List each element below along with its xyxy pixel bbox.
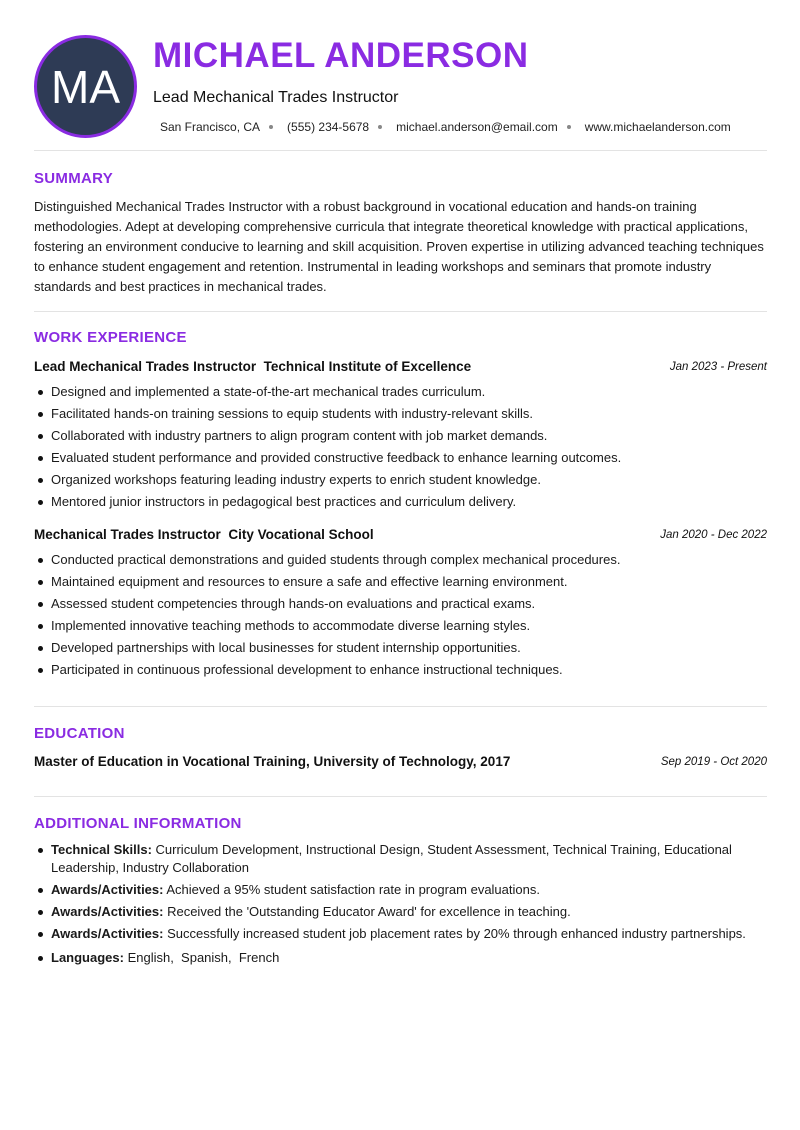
info-text: Curriculum Development, Instructional Design, Student Assessment, Technical Training, Educational Leadership, Industry Collaboration: [51, 842, 732, 875]
list-item: [34, 925, 767, 943]
list-item: Facilitated hands-on training sessions to equip students with industry-relevant skills.: [34, 403, 767, 425]
list-item: [34, 949, 767, 967]
summary-text: Distinguished Mechanical Trades Instructor with a robust background in vocational education and hands-on training methodologies. Adept at developing comprehensive curricula that integrate theoretical knowledge with practical applications, fostering an environment conducive to learning and skill acquisition. Proven expertise in utilizing advanced teaching techniques to enhance student engagement and retention. Instrumental in leading workshops and seminars that promote industry standards and best practices in mechanical trades.: [34, 199, 764, 294]
contact-phone[interactable]: (555) 234-5678: [287, 120, 370, 134]
candidate-name: MICHAEL ANDERSON: [153, 36, 529, 75]
list-item: Participated in continuous professional development to enhance instructional techniques.: [34, 659, 767, 681]
info-label: Awards/Activities:: [51, 904, 164, 919]
list-item: [34, 881, 767, 899]
education-dates: Sep 2019 - Oct 2020: [660, 756, 767, 768]
avatar: [34, 35, 137, 138]
job-company: City Vocational School: [228, 527, 374, 542]
info-text: Achieved a 95% student satisfaction rate in program evaluations.: [163, 882, 540, 897]
contact-location: San Francisco, CA: [160, 120, 261, 134]
list-item: Maintained equipment and resources to ensure a safe and effective learning environment.: [34, 571, 767, 593]
list-item: Assessed student competencies through hands-on evaluations and practical exams.: [34, 593, 767, 615]
info-text: English, Spanish, French: [123, 950, 280, 965]
divider: [34, 150, 767, 151]
job-header: [34, 527, 767, 545]
info-text: Received the 'Outstanding Educator Award' for excellence in teaching.: [163, 904, 571, 919]
contact-email[interactable]: michael.anderson@email.com: [396, 120, 558, 134]
job-company: Technical Institute of Excellence: [263, 359, 472, 374]
job-role-company: [34, 359, 471, 374]
education-degree: Master of Education in Vocational Training, University of Technology, 2017: [34, 754, 511, 769]
separator-dot-icon: [269, 125, 273, 129]
contact-website[interactable]: www.michaelanderson.com: [584, 120, 731, 134]
separator-dot-icon: [567, 125, 571, 129]
job-dates: Jan 2020 - Dec 2022: [660, 529, 767, 541]
job-bullet-list: [34, 549, 767, 681]
list-item: Evaluated student performance and provided constructive feedback to enhance learning outcomes.: [34, 447, 767, 469]
info-label: Awards/Activities:: [51, 926, 164, 941]
info-label: Technical Skills:: [51, 842, 152, 857]
list-item: Organized workshops featuring leading industry experts to enrich student knowledge.: [34, 469, 767, 491]
job-bullet-list: [34, 381, 767, 513]
separator-dot-icon: [378, 125, 382, 129]
divider: [34, 311, 767, 312]
list-item: Collaborated with industry partners to align program content with job market demands.: [34, 425, 767, 447]
additional-info-heading: ADDITIONAL INFORMATION: [34, 815, 242, 832]
list-item: Conducted practical demonstrations and guided students through complex mechanical procedures.: [34, 549, 767, 571]
summary-heading: SUMMARY: [34, 170, 114, 187]
info-label: Awards/Activities:: [51, 882, 164, 897]
info-label: Languages:: [51, 950, 124, 965]
list-item: Designed and implemented a state-of-the-art mechanical trades curriculum.: [34, 381, 767, 403]
list-item: [34, 841, 767, 877]
avatar-initials: MA: [51, 60, 120, 113]
divider: [34, 796, 767, 797]
contact-line: [160, 120, 731, 134]
job-role: Mechanical Trades Instructor: [34, 527, 221, 542]
info-text: Successfully increased student job placement rates by 20% through enhanced industry partnerships.: [163, 926, 746, 941]
resume-header: [0, 0, 800, 150]
job-header: [34, 359, 767, 377]
additional-info-list: [34, 841, 767, 971]
job-dates: Jan 2023 - Present: [669, 361, 767, 373]
list-item: Implemented innovative teaching methods to accommodate diverse learning styles.: [34, 615, 767, 637]
job-role-company: [34, 527, 374, 542]
job-title: Lead Mechanical Trades Instructor: [153, 89, 399, 106]
list-item: [34, 903, 767, 921]
education-entry: [34, 754, 767, 774]
education-heading: EDUCATION: [34, 725, 125, 742]
list-item: Developed partnerships with local businesses for student internship opportunities.: [34, 637, 767, 659]
job-role: Lead Mechanical Trades Instructor: [34, 359, 257, 374]
list-item: Mentored junior instructors in pedagogical best practices and curriculum delivery.: [34, 491, 767, 513]
work-experience-heading: WORK EXPERIENCE: [34, 329, 187, 346]
divider: [34, 706, 767, 707]
